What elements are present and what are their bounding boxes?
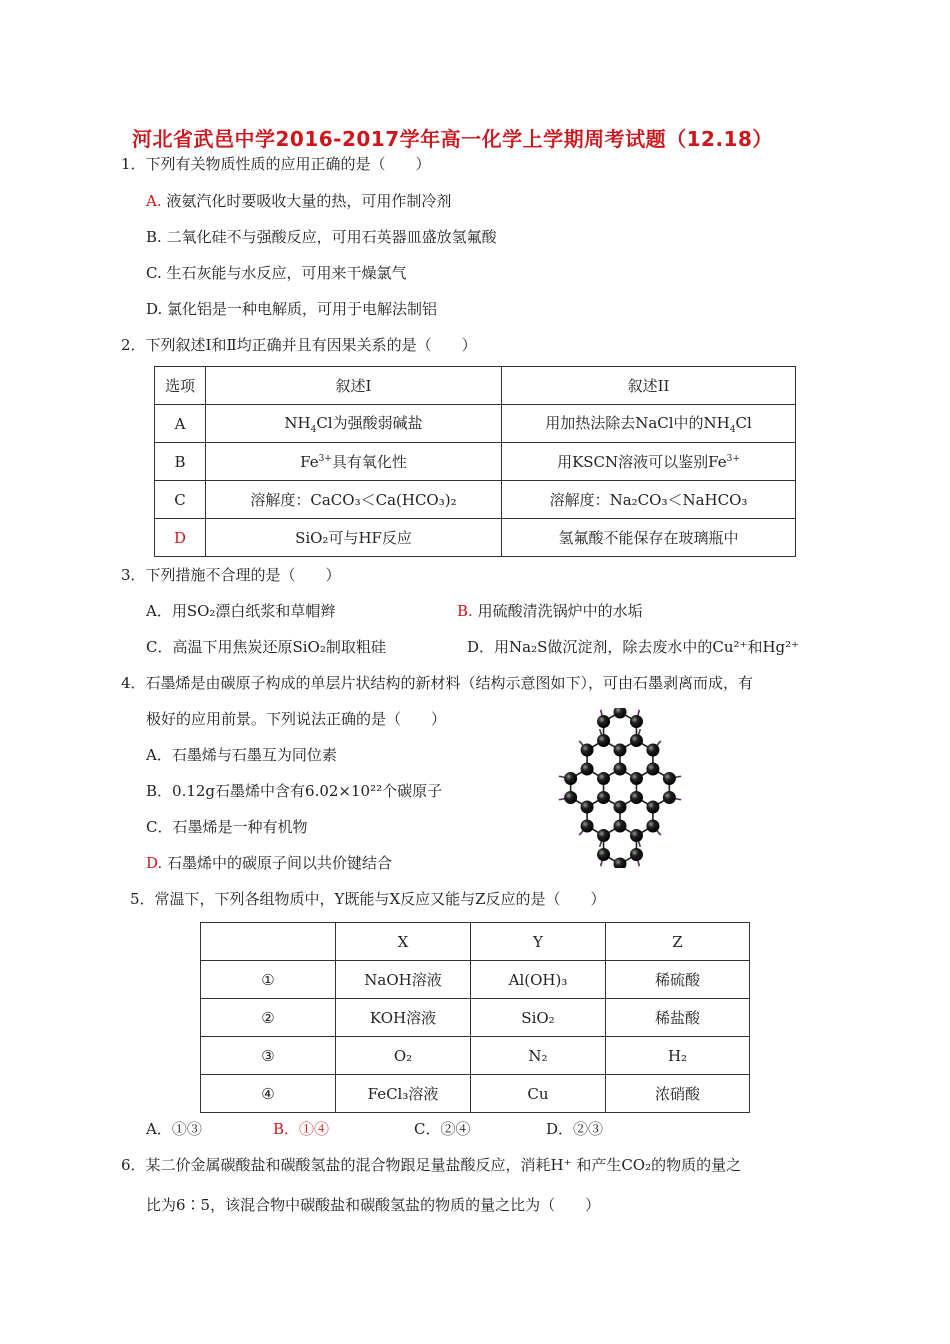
option-text: 生石灰能与水反应，可用来干燥氯气 [166, 264, 407, 282]
q5-option-b: B．①④ [273, 1120, 330, 1138]
carbon-atom [581, 744, 594, 757]
carbon-atom [630, 848, 643, 861]
option-text: 二氧化硅不与强酸反应，可用石英器皿盛放氢氟酸 [166, 228, 497, 246]
carbon-atom [614, 820, 627, 833]
carbon-atom [646, 744, 659, 757]
carbon-atom [597, 848, 610, 861]
carbon-atom [597, 829, 610, 842]
q1-stem: 1．下列有关物质性质的应用正确的是（ ） [121, 155, 431, 173]
cell: KOH溶液 [336, 999, 471, 1037]
text: 用加热法除去NaCl中的NH [545, 414, 730, 432]
carbon-atom [630, 829, 643, 842]
option-text: 液氨汽化时要吸收大量的热，可用作制冷剂 [166, 192, 452, 210]
q5-option-d: D．②③ [546, 1120, 604, 1138]
page-title: 河北省武邑中学2016-2017学年高一化学上学期周考试题（12.18） [132, 127, 773, 151]
q2-table [154, 366, 796, 557]
carbon-atom [581, 763, 594, 776]
option-text: 氯化铝是一种电解质，可用于电解法制铝 [167, 300, 438, 318]
option-cell: C [155, 481, 206, 519]
q2-stem: 2．下列叙述Ⅰ和Ⅱ均正确并且有因果关系的是（ ） [121, 336, 477, 354]
q3-option-c: C．高温下用焦炭还原SiO₂制取粗硅 [146, 638, 386, 656]
option-letter: D. [146, 300, 163, 318]
q5-option-a: A．①③ [146, 1120, 202, 1138]
carbon-atom [597, 734, 610, 747]
subscript: 4 [310, 425, 317, 435]
carbon-atom [646, 801, 659, 814]
cell: 稀硫酸 [606, 961, 750, 999]
atoms [564, 708, 676, 868]
answer-letter: B. [457, 602, 473, 620]
cell: O₂ [336, 1037, 471, 1075]
header-cell: Y [471, 923, 606, 961]
carbon-atom [597, 791, 610, 804]
cell: ① [201, 961, 336, 999]
answer-letter: A. [146, 192, 162, 210]
option-cell: B [155, 443, 206, 481]
cell: ③ [201, 1037, 336, 1075]
text: Cl [735, 414, 752, 432]
superscript: 3+ [726, 454, 740, 464]
option-text: 用硫酸清洗锅炉中的水垢 [477, 602, 643, 620]
q6-stem-line2: 比为6∶5，该混合物中碳酸盐和碳酸氢盐的物质的量之比为（ ） [146, 1196, 601, 1214]
q4-option-c: C．石墨烯是一种有机物 [146, 818, 308, 836]
q3-option-d: D．用Na₂S做沉淀剂，除去废水中的Cu²⁺和Hg²⁺ [467, 638, 800, 656]
carbon-atom [597, 715, 610, 728]
q5-table [200, 922, 750, 1113]
carbon-atom [597, 772, 610, 785]
cell: 稀盐酸 [606, 999, 750, 1037]
q1-option-c [146, 262, 407, 283]
text: Cl为强酸弱碱盐 [316, 414, 423, 432]
q4-stem-line2: 极好的应用前景。下列说法正确的是（ ） [146, 710, 447, 728]
table-row [201, 999, 750, 1037]
carbon-atom [630, 734, 643, 747]
answer-letter: D. [146, 854, 163, 872]
carbon-atom [614, 763, 627, 776]
q3-option-b [457, 600, 643, 621]
table-row [155, 443, 796, 481]
q5-stem: 5．常温下，下列各组物质中，Y既能与X反应又能与Z反应的是（ ） [130, 890, 606, 908]
header-cell: 叙述II [502, 367, 796, 405]
statement-2-cell [502, 405, 796, 443]
header-cell: 叙述Ⅰ [206, 367, 502, 405]
graphene-structure-diagram [540, 708, 700, 868]
cell: 浓硝酸 [606, 1075, 750, 1113]
table-row [201, 1075, 750, 1113]
header-cell: X [336, 923, 471, 961]
cell: ② [201, 999, 336, 1037]
text: 用KSCN溶液可以鉴别Fe [557, 453, 727, 471]
option-letter: B. [146, 228, 162, 246]
header-cell [201, 923, 336, 961]
cell: H₂ [606, 1037, 750, 1075]
cell: SiO₂ [471, 999, 606, 1037]
carbon-atom [581, 801, 594, 814]
option-cell: D [155, 519, 206, 557]
q1-option-a [146, 190, 451, 211]
cell: Cu [471, 1075, 606, 1113]
header-cell: 选项 [155, 367, 206, 405]
carbon-atom [630, 772, 643, 785]
carbon-atom [646, 820, 659, 833]
subscript: 4 [729, 425, 736, 435]
carbon-atom [630, 791, 643, 804]
carbon-atom [663, 791, 676, 804]
q4-option-d [146, 852, 392, 873]
cell: NaOH溶液 [336, 961, 471, 999]
superscript: 3+ [318, 454, 332, 464]
cell: Al(OH)₃ [471, 961, 606, 999]
statement-2-cell [502, 443, 796, 481]
statement-1-cell [206, 405, 502, 443]
option-text: 石墨烯中的碳原子间以共价键结合 [167, 854, 393, 872]
q3-option-a: A．用SO₂漂白纸浆和草帽辫 [146, 602, 336, 620]
carbon-atom [646, 763, 659, 776]
table-row [201, 1037, 750, 1075]
q4-option-b: B．0.12g石墨烯中含有6.02×10²²个碳原子 [146, 782, 443, 800]
table-row [155, 481, 796, 519]
carbon-atom [630, 715, 643, 728]
statement-1-cell: 溶解度：CaCO₃＜Ca(HCO₃)₂ [206, 481, 502, 519]
statement-2-cell: 氢氟酸不能保存在玻璃瓶中 [502, 519, 796, 557]
table-header-row [201, 923, 750, 961]
table-row [155, 519, 796, 557]
table-row [201, 961, 750, 999]
carbon-atom [564, 791, 577, 804]
option-letter: C. [146, 264, 162, 282]
text: NH [284, 414, 311, 432]
carbon-atom [614, 858, 627, 869]
option-cell: A [155, 405, 206, 443]
statement-2-cell: 溶解度：Na₂CO₃＜NaHCO₃ [502, 481, 796, 519]
carbon-atom [614, 708, 627, 719]
cell: ④ [201, 1075, 336, 1113]
q5-option-c: C．②④ [414, 1120, 471, 1138]
cell: FeCl₃溶液 [336, 1075, 471, 1113]
q4-option-a: A．石墨烯与石墨互为同位素 [146, 746, 337, 764]
table-header-row [155, 367, 796, 405]
bonds [559, 708, 681, 868]
carbon-atom [564, 772, 577, 785]
q6-stem-line1: 6．某二价金属碳酸盐和碳酸氢盐的混合物跟足量盐酸反应，消耗H⁺ 和产生CO₂的物质的量之 [121, 1156, 742, 1174]
q1-option-b [146, 226, 497, 247]
cell: N₂ [471, 1037, 606, 1075]
statement-1-cell [206, 443, 502, 481]
table-row [155, 405, 796, 443]
header-cell: Z [606, 923, 750, 961]
carbon-atom [614, 801, 627, 814]
carbon-atom [663, 772, 676, 785]
text: 具有氧化性 [331, 453, 407, 471]
statement-1-cell: SiO₂可与HF反应 [206, 519, 502, 557]
q4-stem-line1: 4．石墨烯是由碳原子构成的单层片状结构的新材料（结构示意图如下），可由石墨剥离而成，有 [121, 674, 754, 692]
q1-option-d [146, 298, 437, 319]
carbon-atom [614, 744, 627, 757]
text: Fe [300, 453, 319, 471]
carbon-atom [581, 820, 594, 833]
q3-stem: 3．下列措施不合理的是（ ） [121, 566, 341, 584]
